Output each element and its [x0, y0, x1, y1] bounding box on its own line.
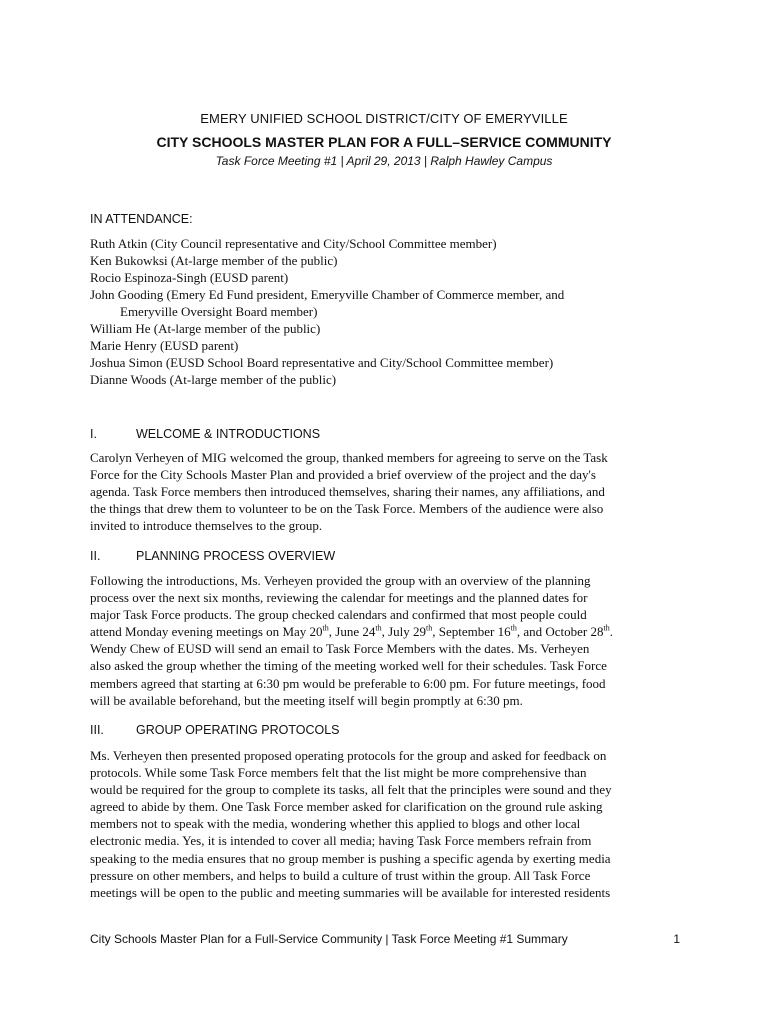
attendee-item — [90, 354, 690, 371]
paragraph-welcome — [90, 449, 682, 534]
section-title: GROUP OPERATING PROTOCOLS — [136, 723, 340, 737]
page-number: 1 — [673, 932, 680, 946]
paragraph-line: major Task Force products. The group checked calendars and confirmed that most people could — [90, 607, 587, 623]
attendee-item — [90, 286, 690, 320]
paragraph-line: pressure on other members, and helps to build a culture of trust within the group. All Task Force — [90, 867, 591, 883]
attendee-text: Joshua Simon (EUSD School Board representative and City/School Committee member) — [90, 355, 554, 370]
paragraph-line: Wendy Chew of EUSD will send an email to Task Force Members with the dates. Ms. Verheyen — [90, 641, 590, 657]
paragraph-line: Force for the City Schools Master Plan and provided a brief overview of the project and the day's — [90, 467, 596, 483]
attendee-text: Marie Henry (EUSD parent) — [90, 338, 239, 353]
footer-text: City Schools Master Plan for a Full-Service Community | Task Force Meeting #1 Summary — [90, 932, 568, 946]
attendance-heading: IN ATTENDANCE: — [90, 212, 193, 226]
section-number: II. — [90, 549, 101, 563]
paragraph-line: Ms. Verheyen then presented proposed operating protocols for the group and asked for feedback on — [90, 748, 607, 763]
section-heading-planning — [90, 549, 335, 563]
paragraph-line: speaking to the media ensures that no group member is pushing a specific agenda by exerting media — [90, 850, 611, 866]
section-number: I. — [90, 427, 97, 441]
date-suffix: th — [426, 623, 433, 633]
attendee-item — [90, 269, 690, 286]
meeting-date: July 29 — [388, 624, 427, 640]
section-title: WELCOME & INTRODUCTIONS — [136, 427, 321, 441]
attendee-item — [90, 235, 690, 252]
attendee-text: Dianne Woods (At-large member of the public) — [90, 372, 337, 387]
attendee-text: John Gooding (Emery Ed Fund president, Emeryville Chamber of Commerce member, and — [90, 287, 565, 302]
paragraph-planning — [90, 572, 682, 709]
paragraph-line-dates — [90, 623, 682, 640]
document-subtitle: Task Force Meeting #1 | April 29, 2013 | Ralph Hawley Campus — [215, 154, 553, 168]
section-heading-welcome — [90, 427, 320, 441]
section-number: III. — [90, 723, 104, 737]
paragraph-line: will be available beforehand, but the meeting itself will begin promptly at 6:30 pm. — [90, 692, 523, 708]
attendee-item — [90, 252, 690, 269]
attendee-text: Ruth Atkin (City Council representative and City/School Committee member) — [90, 236, 497, 251]
paragraph-line: electronic media. Yes, it is intended to cover all media; having Task Force members refrain from — [90, 833, 592, 849]
paragraph-line: protocols. While some Task Force members felt that the list might be more comprehensive than — [90, 765, 587, 781]
dates-prefix: attend Monday evening meetings on — [90, 624, 283, 640]
document-header — [0, 110, 768, 169]
date-separator: , — [381, 624, 389, 640]
paragraph-line: process over the next six months, reviewing the calendar for meetings and the planned dates for — [90, 590, 588, 606]
attendee-text: William He (At-large member of the public) — [90, 321, 321, 336]
paragraph-line: would be required for the group to complete its tasks, all felt that the principles were sound and they — [90, 782, 612, 798]
attendee-item — [90, 371, 690, 388]
meeting-date: September 16 — [438, 624, 511, 640]
attendee-item — [90, 320, 690, 337]
date-separator: , — [432, 624, 439, 640]
date-suffix: th — [375, 623, 382, 633]
paragraph-protocols — [90, 747, 682, 901]
paragraph-line: also asked the group whether the timing of the meeting worked well for their schedules. Task Force — [90, 658, 607, 674]
attendee-text: Ken Bukowksi (At-large member of the public) — [90, 253, 338, 268]
attendee-text: Rocio Espinoza-Singh (EUSD parent) — [90, 270, 289, 285]
date-separator: , — [328, 624, 336, 640]
district-heading: EMERY UNIFIED SCHOOL DISTRICT/CITY OF EMERYVILLE — [200, 111, 568, 126]
meeting-date: October 28 — [545, 624, 604, 640]
attendee-list — [90, 235, 690, 388]
date-suffix: th — [510, 623, 517, 633]
meeting-date: May 20 — [282, 624, 323, 640]
paragraph-line: Following the introductions, Ms. Verheyen provided the group with an overview of the planning — [90, 573, 591, 588]
paragraph-line: the things that drew them to volunteer to be on the Task Force. Members of the audience were also — [90, 501, 604, 517]
date-end: . — [609, 624, 613, 640]
paragraph-line: invited to introduce themselves to the group. — [90, 518, 323, 534]
attendee-text-continued: Emeryville Oversight Board member) — [120, 304, 318, 319]
meeting-date: June 24 — [335, 624, 376, 640]
section-heading-protocols — [90, 723, 340, 737]
paragraph-line: members agreed that starting at 6:30 pm would be preferable to 6:00 pm. For future meetings, food — [90, 675, 606, 691]
date-suffix: th — [603, 623, 610, 633]
paragraph-line: members not to speak with the media, wondering whether this applied to blogs and other local — [90, 816, 581, 832]
date-suffix: th — [322, 623, 329, 633]
page-footer — [90, 932, 680, 946]
paragraph-line: agenda. Task Force members then introduced themselves, sharing their names, any affiliations, and — [90, 484, 605, 500]
paragraph-line: agreed to abide by them. One Task Force member asked for clarification on the ground rule asking — [90, 799, 603, 815]
section-title: PLANNING PROCESS OVERVIEW — [136, 549, 336, 563]
paragraph-line: meetings will be open to the public and meeting summaries will be available for interested residents — [90, 884, 611, 900]
paragraph-line: Carolyn Verheyen of MIG welcomed the group, thanked members for agreeing to serve on the Task — [90, 450, 608, 465]
document-title: CITY SCHOOLS MASTER PLAN FOR A FULL–SERVICE COMMUNITY — [156, 134, 612, 150]
attendee-item — [90, 337, 690, 354]
date-separator: , and — [516, 624, 546, 640]
